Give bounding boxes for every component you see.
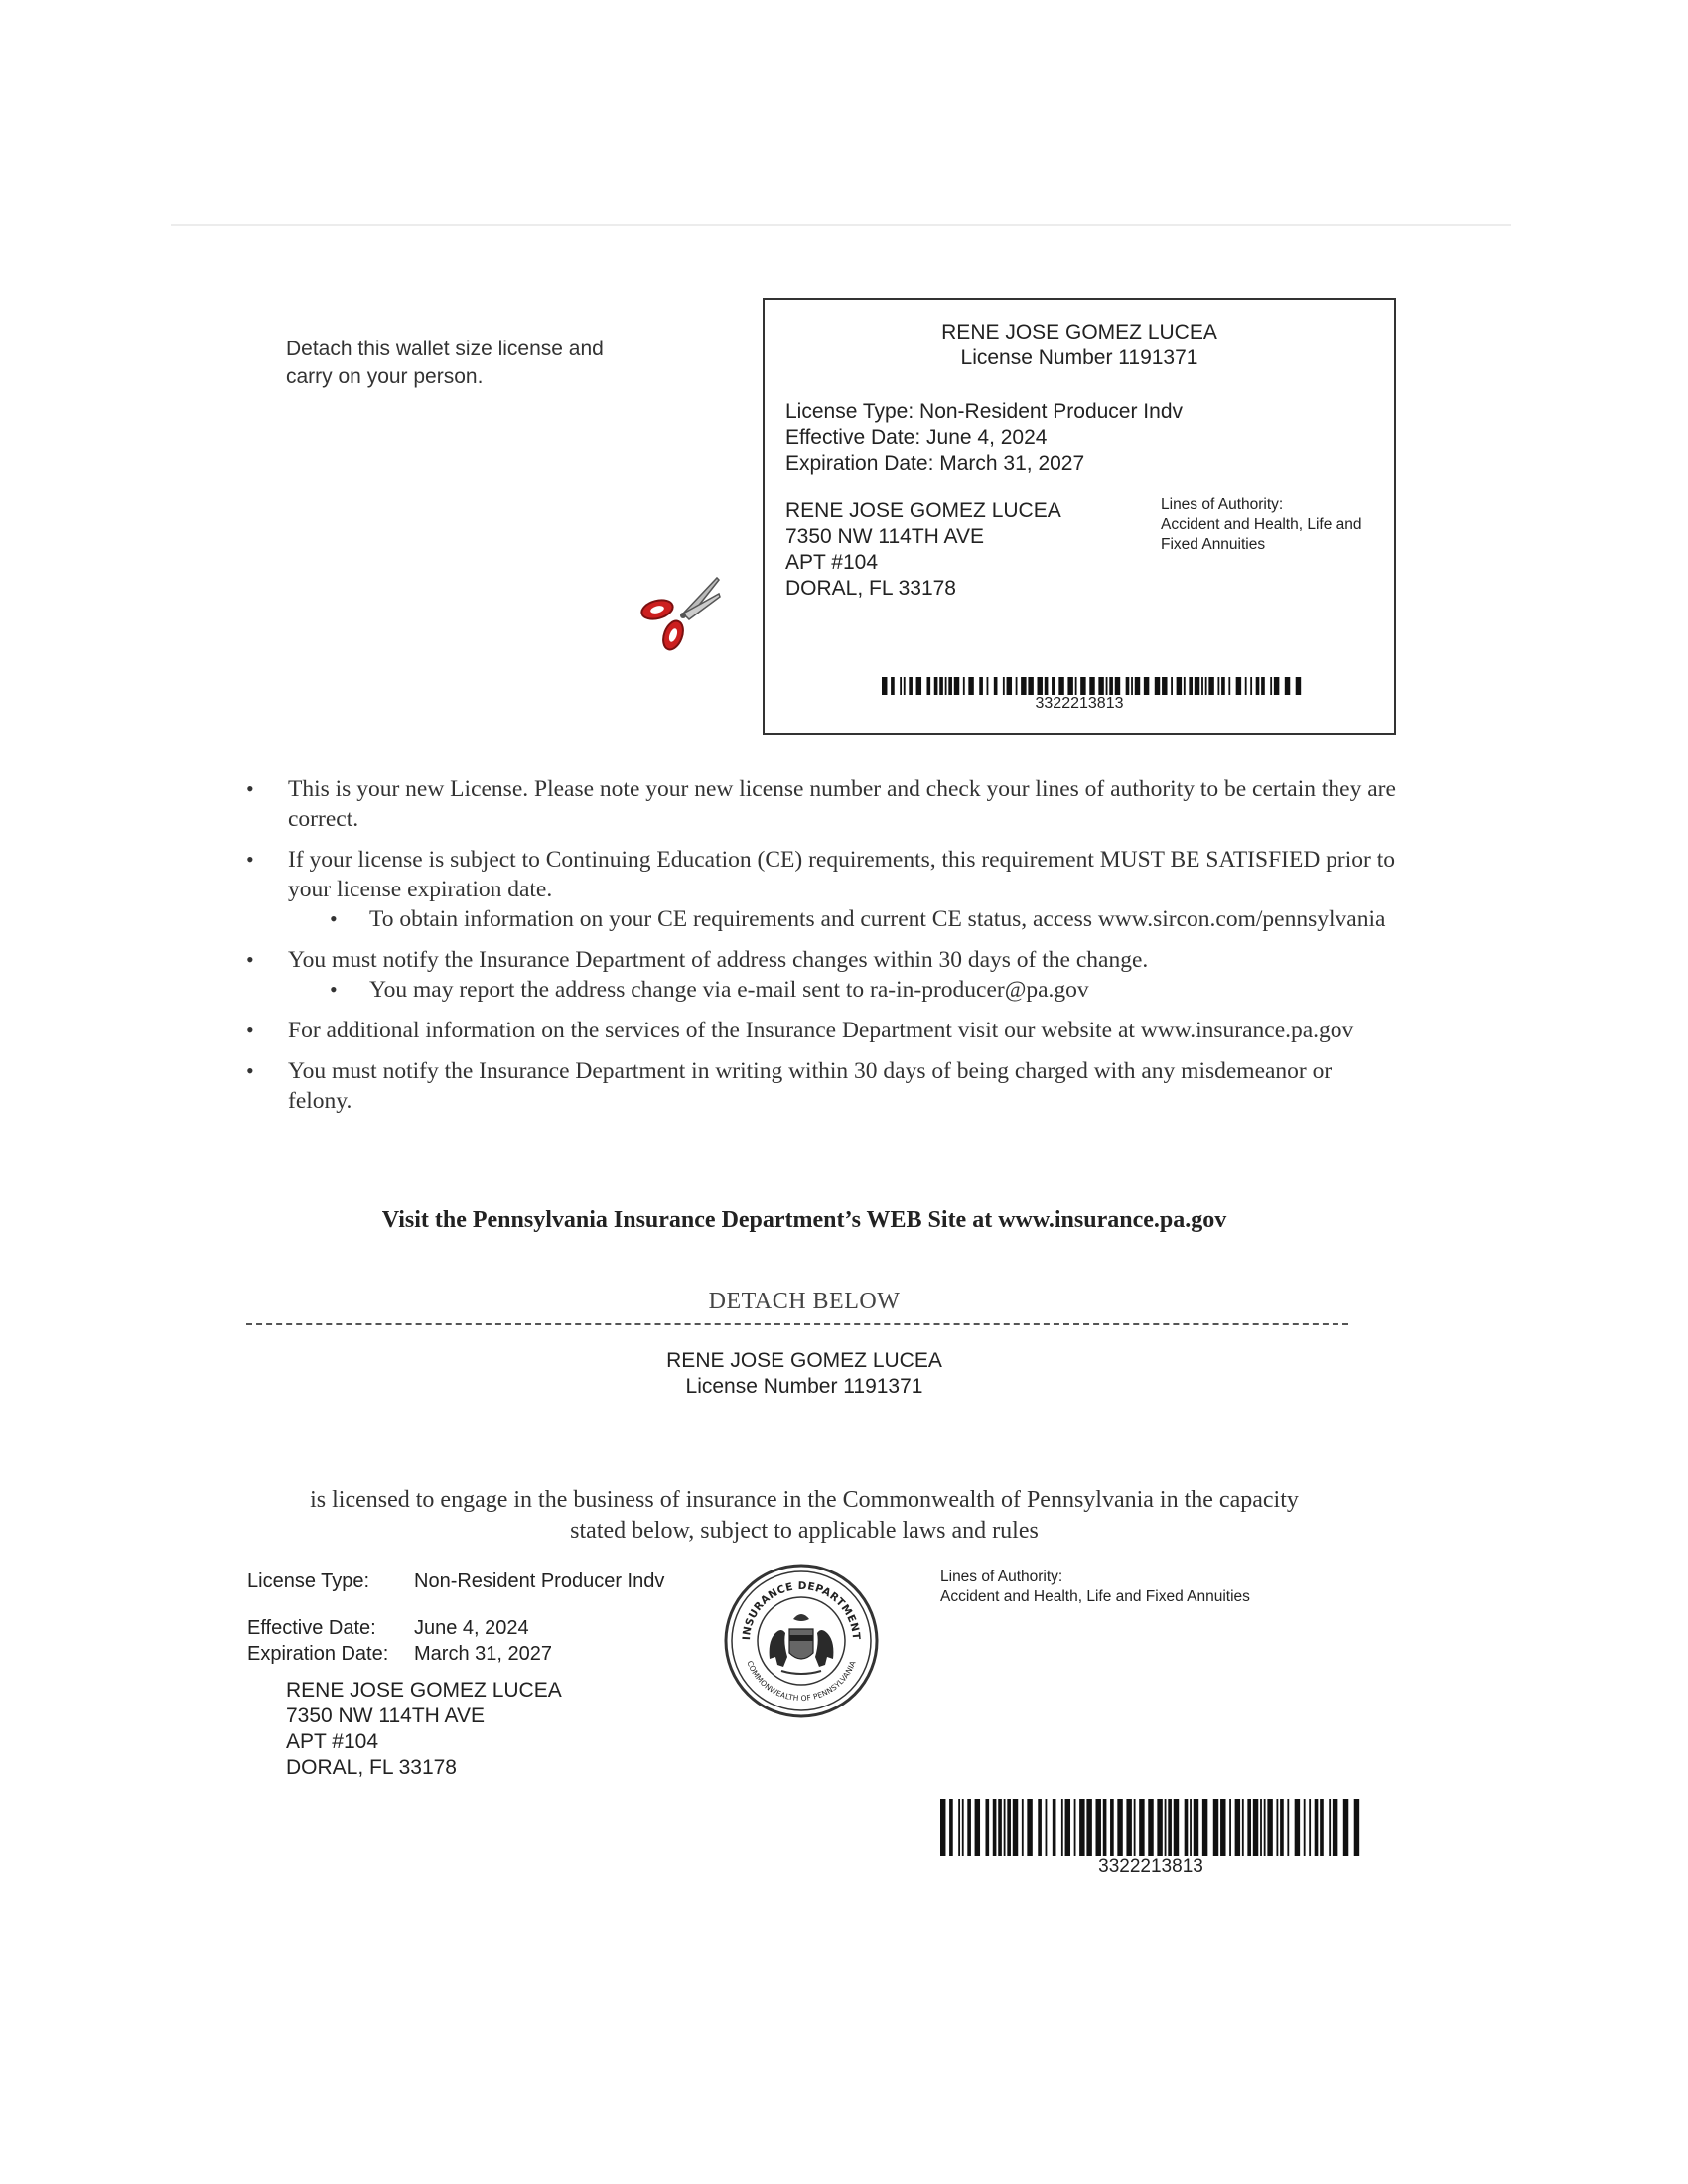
notice-item-text: • You must notify the Insurance Department of address changes within 30 days of the change.	[288, 947, 1149, 973]
detach-below-label: DETACH BELOW	[708, 1289, 901, 1314]
wallet-address-street: 7350 NW 114TH AVE	[785, 525, 984, 548]
insurance-department-seal	[722, 1562, 881, 1720]
certificate-loa-label: Lines of Authority:	[940, 1569, 1063, 1585]
license-statement-line2: stated below, subject to applicable laws and rules	[570, 1518, 1039, 1544]
certificate-barcode-number: 3322213813	[1098, 1856, 1203, 1877]
notice-item: • This is your new License. Please note your new license number and check your lines of authority to be certain they are correct.	[246, 774, 1398, 834]
wallet-instruction-line2: carry on your person.	[286, 365, 484, 388]
wallet-loa-line1: Accident and Health, Life and	[1161, 516, 1362, 533]
wallet-address-name: RENE JOSE GOMEZ LUCEA	[785, 499, 1061, 522]
wallet-instruction-line1: Detach this wallet size license and	[286, 338, 604, 360]
wallet-barcode-number: 3322213813	[1035, 695, 1124, 712]
wallet-instruction	[286, 336, 643, 391]
notice-item: • For additional information on the services of the Insurance Department visit our website at www.insurance.pa.gov	[246, 1016, 1398, 1045]
certificate-mailing-address	[286, 1678, 562, 1781]
wallet-loa-label: Lines of Authority:	[1161, 496, 1284, 513]
notice-item	[246, 845, 1398, 934]
effective-date-value: June 4, 2024	[414, 1617, 529, 1639]
notice-item	[246, 945, 1398, 1005]
top-divider	[171, 224, 1511, 226]
certificate-expiration-date	[247, 1641, 552, 1667]
certificate-loa-value: Accident and Health, Life and Fixed Annuities	[940, 1588, 1250, 1605]
notice-item-text: • If your license is subject to Continuing Education (CE) requirements, this requirement MUST BE SATISFIED prior to your license expiration date.	[288, 847, 1395, 902]
certificate-address-street: 7350 NW 114TH AVE	[286, 1705, 485, 1727]
wallet-address-city: DORAL, FL 33178	[785, 577, 956, 600]
svg-text:COMMONWEALTH OF PENNSYLVANIA: COMMONWEALTH OF PENNSYLVANIA	[745, 1659, 858, 1704]
license-type-label: License Type:	[247, 1570, 370, 1592]
certificate-effective-date	[247, 1615, 529, 1641]
notice-item: • You must notify the Insurance Department in writing within 30 days of being charged with any misdemeanor or felony.	[246, 1056, 1398, 1116]
certificate-lines-of-authority	[940, 1568, 1337, 1607]
wallet-licensee-name: RENE JOSE GOMEZ LUCEA	[941, 321, 1217, 343]
wallet-license-card	[763, 298, 1396, 735]
wallet-barcode	[882, 677, 1303, 695]
notice-subitem: • To obtain information on your CE requirements and current CE status, access www.sircon.com/pennsylvania	[330, 904, 1398, 934]
notice-list	[246, 774, 1398, 1127]
wallet-license-number: License Number 1191371	[960, 346, 1198, 369]
certificate-address-city: DORAL, FL 33178	[286, 1756, 457, 1779]
effective-date-label: Effective Date:	[247, 1617, 376, 1639]
certificate-barcode	[940, 1799, 1361, 1856]
certificate-address-unit: APT #104	[286, 1730, 379, 1753]
svg-text:INSURANCE DEPARTMENT: INSURANCE DEPARTMENT	[740, 1579, 863, 1641]
expiration-date-value: March 31, 2027	[414, 1643, 552, 1665]
scissors-icon	[639, 574, 723, 657]
notice-subitem: • You may report the address change via e-mail sent to ra-in-producer@pa.gov	[330, 975, 1398, 1005]
expiration-date-label: Expiration Date:	[247, 1643, 389, 1665]
license-statement-line1: is licensed to engage in the business of insurance in the Commonwealth of Pennsylvania in the capacity	[310, 1487, 1299, 1513]
certificate-license-type	[247, 1569, 664, 1594]
certificate-header	[0, 1348, 1609, 1400]
wallet-expiration-date: Expiration Date: March 31, 2027	[785, 452, 1085, 475]
wallet-loa-line2: Fixed Annuities	[1161, 536, 1266, 553]
wallet-lines-of-authority	[1161, 495, 1391, 555]
certificate-address-name: RENE JOSE GOMEZ LUCEA	[286, 1679, 562, 1702]
visit-website-notice: Visit the Pennsylvania Insurance Department’s WEB Site at www.insurance.pa.gov	[381, 1207, 1227, 1233]
license-statement	[238, 1485, 1370, 1547]
wallet-license-type: License Type: Non-Resident Producer Indv	[785, 400, 1184, 423]
certificate-license-number: License Number 1191371	[685, 1375, 923, 1398]
detach-cut-line	[246, 1323, 1348, 1325]
certificate-licensee-name: RENE JOSE GOMEZ LUCEA	[666, 1349, 942, 1372]
wallet-address-unit: APT #104	[785, 551, 879, 574]
license-type-value: Non-Resident Producer Indv	[414, 1570, 665, 1592]
wallet-effective-date: Effective Date: June 4, 2024	[785, 426, 1048, 449]
